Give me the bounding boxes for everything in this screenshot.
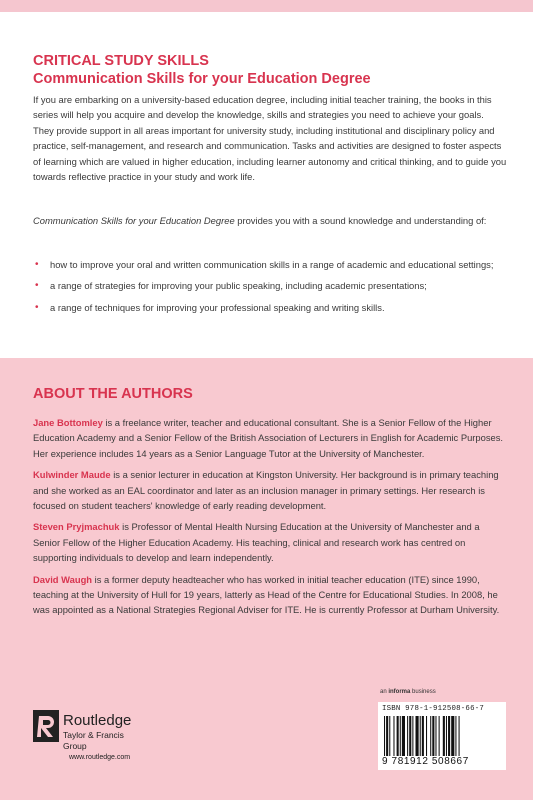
author-bio-text: is a former deputy headteacher who has worked in initial teacher education (ITE) since 1990, teaching at the University of Hull for 19 years, latterly as Head of the Centre for Educational Studies. In 2008, he was appointed as a National Strategies Regional Adviser for ITE. He is currently Professor at Durham University.: [33, 573, 500, 616]
bullet-icon: •: [35, 301, 39, 313]
author-name: Steven Pryjmachuk: [33, 521, 120, 533]
routledge-logo: [33, 710, 132, 751]
publisher-group: Taylor & Francis Group: [63, 730, 124, 751]
author-bios: [33, 415, 507, 624]
author-bio-text: is a freelance writer, teacher and educational consultant. She is a Senior Fellow of the Higher Education Academy and a Senior Fellow of the British Association of Lecturers in English for Academic Purposes. Her experience includes 14 years as a Senior Language Tutor at the University of Manchester.: [33, 417, 504, 459]
author-name: Jane Bottomley: [33, 417, 103, 428]
list-item: • a range of strategies for improving your public speaking, including academic presentations;: [33, 278, 507, 293]
isbn-label: ISBN 978-1-912508-66-7: [382, 705, 484, 713]
lead-paragraph: [33, 213, 507, 228]
bullet-icon: •: [35, 280, 39, 292]
author-bio: [33, 572, 507, 618]
informa-tagline: an informa business: [380, 689, 436, 695]
author-bio: [33, 519, 507, 565]
author-bio-text: is Professor of Mental Health Nursing Education at the University of Manchester and a Senior Fellow of the Higher Education Academy. His teaching, clinical and research work has centred on supporting individuals to develop and learn independently.: [33, 521, 480, 564]
publisher-url: www.routledge.com: [69, 754, 131, 761]
bullet-list: [33, 257, 507, 321]
bullet-icon: •: [35, 259, 39, 270]
barcode-icon: [382, 716, 500, 756]
list-item: • a range of techniques for improving your professional speaking and writing skills.: [33, 300, 507, 315]
author-name: Kulwinder Maude: [33, 469, 111, 481]
lead-book-title: Communication Skills for your Education Degree: [33, 215, 235, 226]
routledge-mark-icon: [33, 710, 59, 742]
publisher-names: [63, 712, 131, 752]
author-bio: [33, 467, 507, 513]
author-bio-text: is a senior lecturer in education at Kingston University. Her background is in primary teaching and she worked as an EAL coordinator and later as an inclusion manager in primary settings. Her research is focused on student teachers' knowledge of early reading development.: [33, 469, 499, 512]
lead-text: provides you with a sound knowledge and understanding of:: [234, 215, 487, 226]
series-title: CRITICAL STUDY SKILLS: [33, 52, 209, 69]
about-authors-heading: ABOUT THE AUTHORS: [33, 386, 193, 402]
author-bio: [33, 415, 507, 461]
book-title: Communication Skills for your Education Degree: [33, 70, 371, 87]
barcode-digits: 9 781912 508667: [382, 756, 469, 767]
isbn-barcode: [378, 702, 506, 770]
top-pink-band: [0, 0, 533, 12]
series-header: [33, 52, 371, 88]
intro-paragraph: If you are embarking on a university-based education degree, including initial teacher training, the books in this series will help you acquire and develop the knowledge, skills and strategies you need to achieve your goals. They provide support in all areas important for university study, including institutional and disciplinary policy and practice, self-management, and research and communication. Tasks and activities are designed to foster aspects of learning which are valued in higher education, including learner autonomy and critical thinking, and to guide you towards reflective practice in your study and work life.: [33, 94, 507, 183]
publisher-name: Routledge: [63, 712, 132, 729]
author-name: David Waugh: [33, 573, 93, 585]
list-item: • how to improve your oral and written communication skills in a range of academic and educational settings;: [33, 257, 507, 272]
